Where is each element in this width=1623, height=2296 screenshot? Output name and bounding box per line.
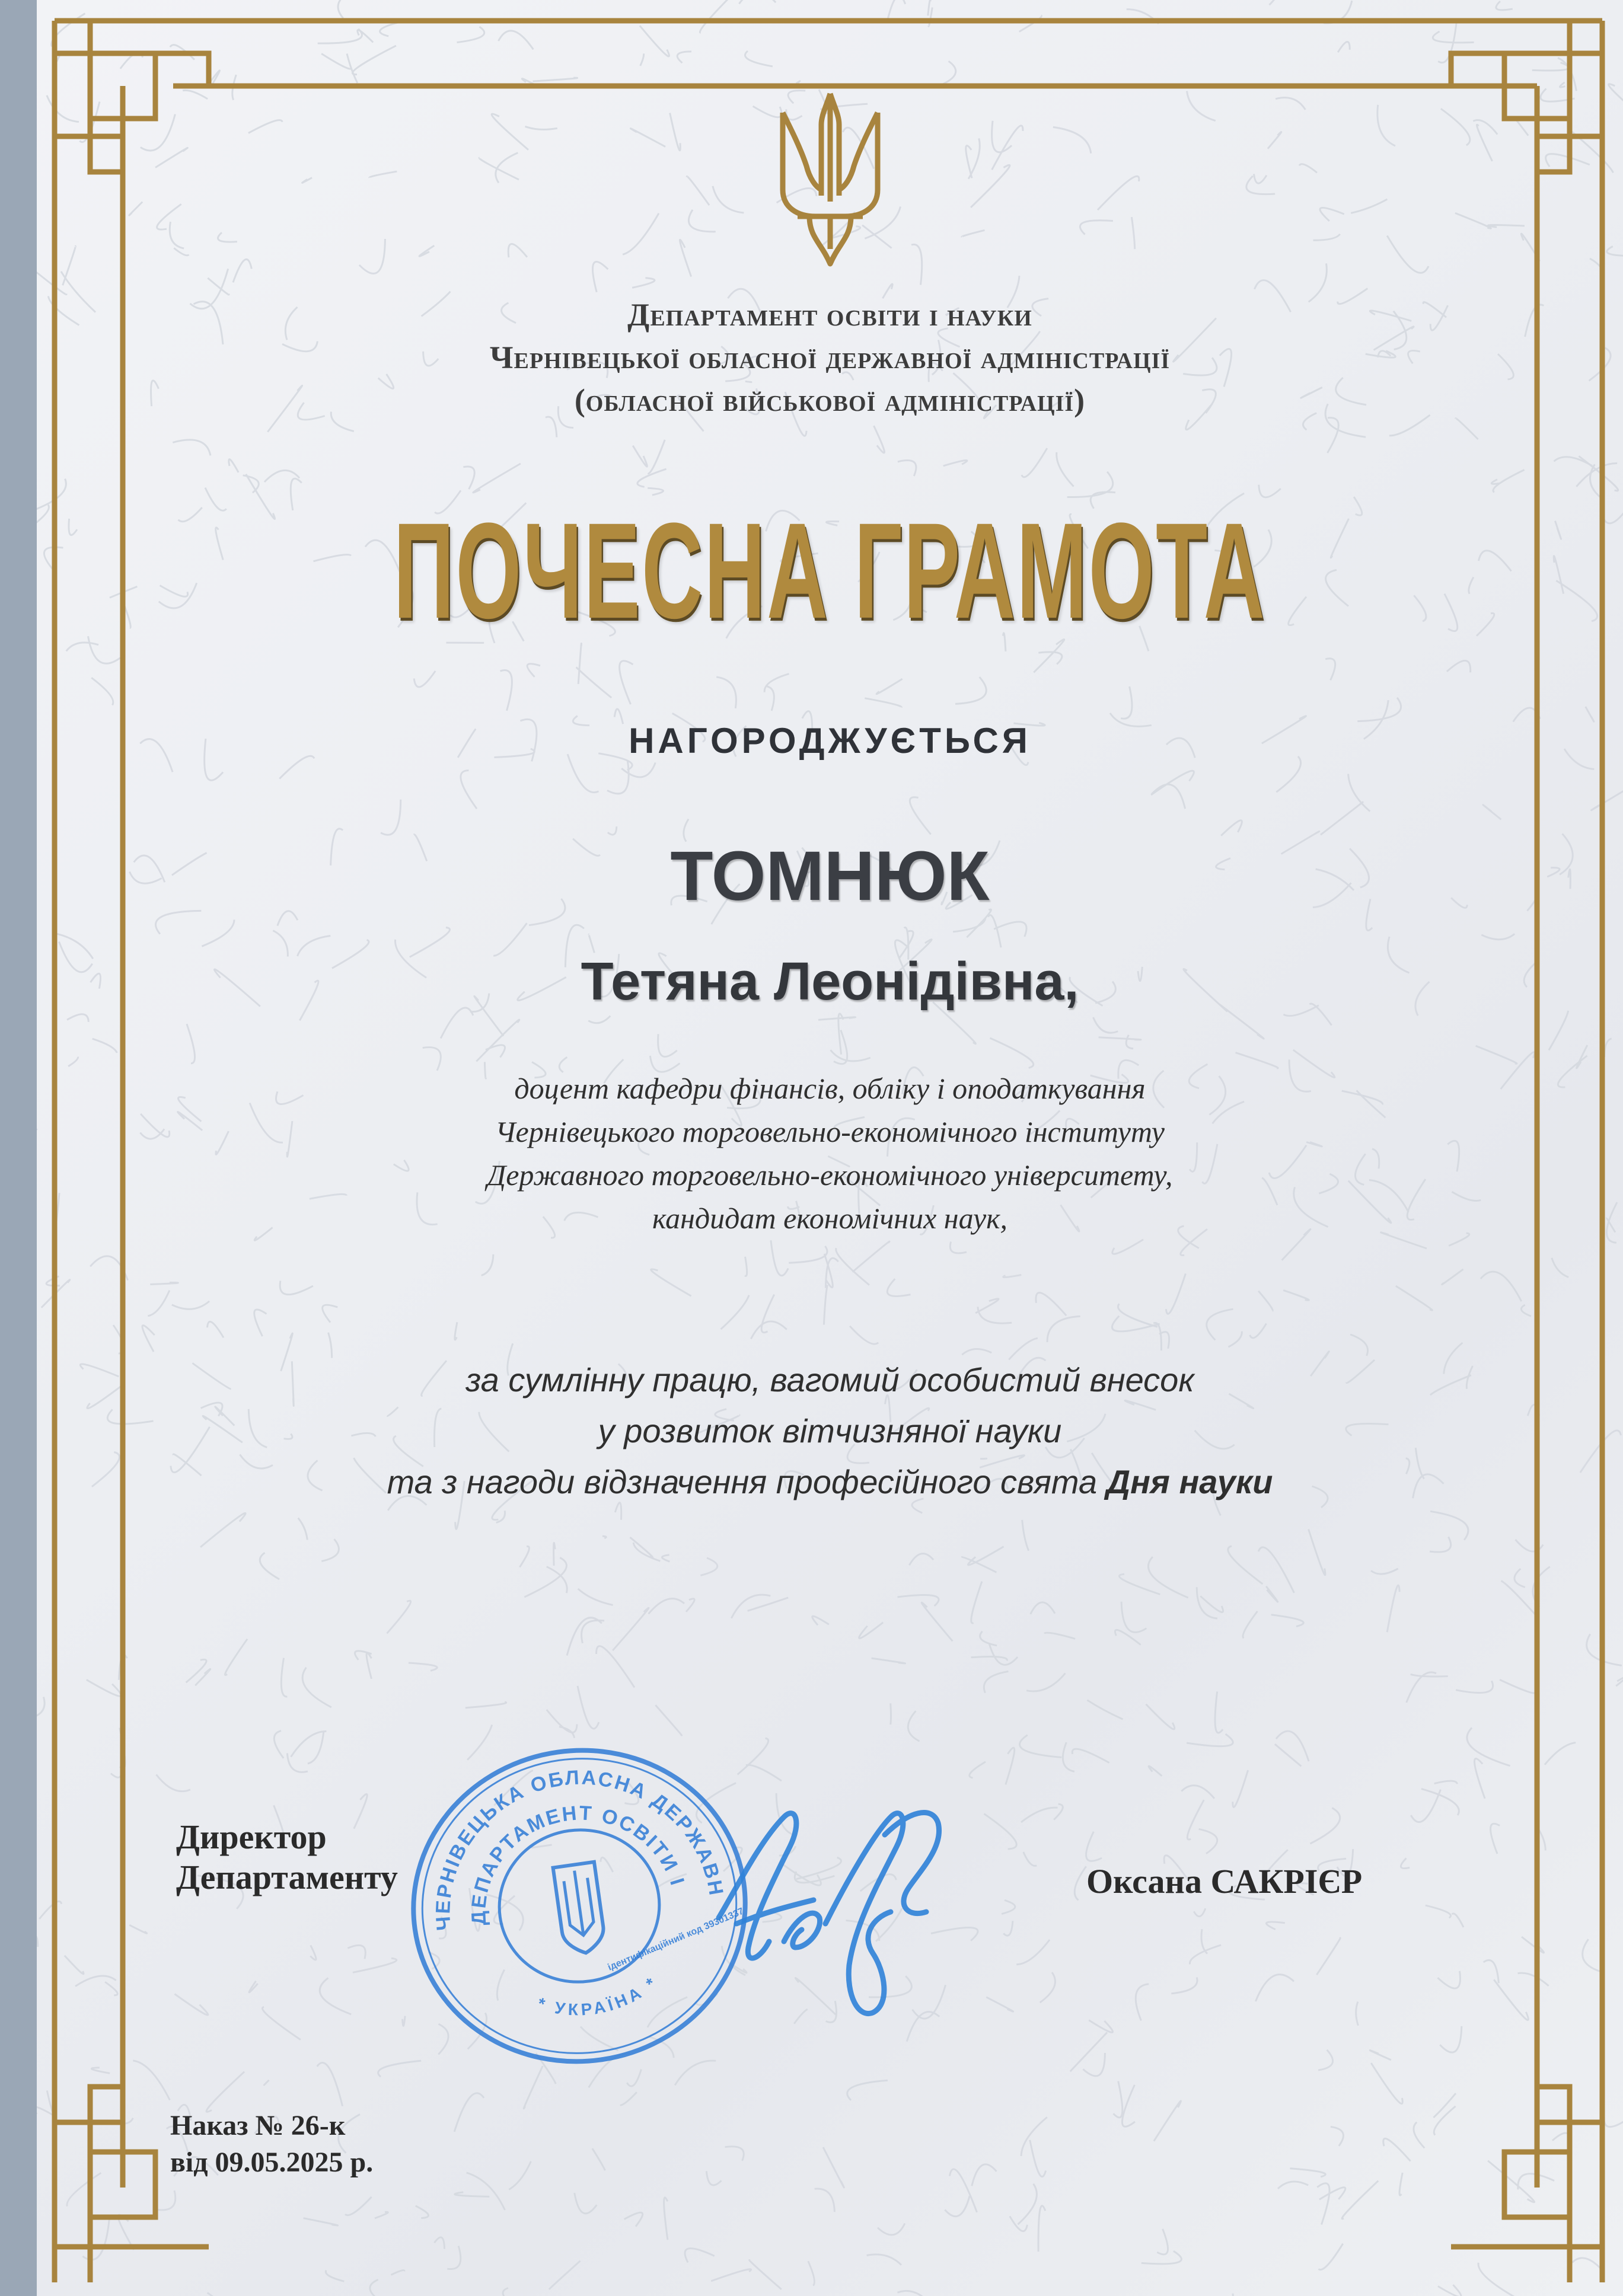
recipient-given-names: Тетяна Леонідівна, [581,952,1079,1011]
reason-line-1: за сумлінну працю, вагомий особистий внесок [465,1361,1194,1398]
trident-emblem-icon [774,89,887,267]
signatory-name: Оксана САКРІЄР [1086,1862,1363,1901]
stamp-code: ідентифікаційний код 39301337 [606,1906,745,1973]
department-line-2: Чернівецької обласної державної адміністрації [489,340,1171,375]
signatory-role [176,1817,398,1898]
certificate [37,0,1623,2296]
svg-text:ЧЕРНІВЕЦЬКА ОБЛАСНА ДЕРЖАВНА А [396,1740,728,1943]
stamp-inner-text: ДЕПАРТАМЕНТ ОСВІТИ І [467,1802,689,1926]
award-reason [37,1355,1623,1508]
signatory-role-line-2: Департаменту [176,1858,398,1896]
department-line-1: Департамент освіти і науки [627,297,1032,333]
position-line: Чернівецького торговельно-економічного інституту [495,1115,1165,1148]
stamp-bottom-text: * УКРАЇНА * [535,1972,662,2019]
signatory-role-line-1: Директор [176,1818,327,1856]
order-date: від 09.05.2025 р. [170,2147,374,2178]
reason-emphasis: Дня науки [1106,1463,1273,1500]
position-line: доцент кафедри фінансів, обліку і оподаткування [514,1072,1146,1105]
order-reference [170,2107,373,2181]
handwritten-signature [695,1770,962,2036]
reason-line-3-text: та з нагоди відзначення професійного свята [387,1463,1107,1500]
department-header [37,293,1623,421]
recipient-position [37,1067,1623,1240]
position-line: кандидат економічних наук, [652,1202,1008,1235]
certificate-title: ПОЧЕСНА ГРАМОТА [393,494,1267,647]
position-line: Державного торговельно-економічного університету, [487,1158,1173,1192]
stamp-outer-text: ЧЕРНІВЕЦЬКА ОБЛАСНА ДЕРЖАВНА [432,1766,728,1931]
reason-line-2: у розвиток вітчизняної науки [598,1412,1062,1449]
recipient-surname: ТОМНЮК [670,837,990,915]
order-number: Наказ № 26-к [170,2110,346,2141]
awarded-label: НАГОРОДЖУЄТЬСЯ [629,721,1031,761]
department-line-3: (обласної військової адміністрації) [574,382,1086,418]
reason-line-3 [37,1457,1623,1508]
